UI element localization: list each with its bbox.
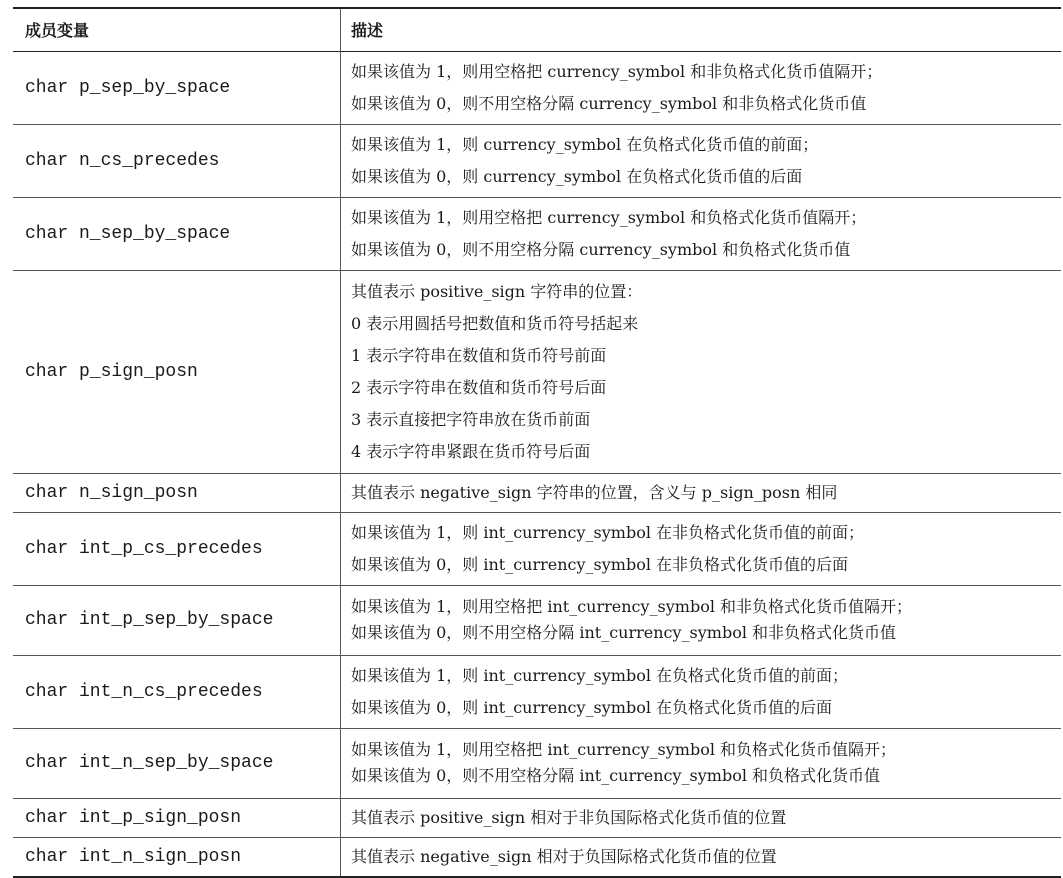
table-row (13, 837, 1061, 877)
member-table (13, 7, 1061, 878)
member-description (341, 270, 1062, 473)
header-member-variable: 成员变量 (13, 8, 341, 51)
member-name: char p_sep_by_space (13, 51, 341, 124)
member-table-container (13, 7, 1061, 878)
member-name: char n_sep_by_space (13, 197, 341, 270)
member-description (341, 728, 1062, 798)
member-name: char int_n_sep_by_space (13, 728, 341, 798)
description-line: 3 表示直接把字符串放在货币前面 (351, 409, 591, 429)
member-name: char int_n_sign_posn (13, 837, 341, 877)
member-description (341, 655, 1062, 728)
table-row (13, 51, 1061, 124)
member-description (341, 197, 1062, 270)
description-line: 如果该值为 0，则不用空格分隔 currency_symbol 和非负格式化货币值 (351, 93, 867, 113)
table-row (13, 124, 1061, 197)
member-name: char n_sign_posn (13, 473, 341, 512)
table-row (13, 473, 1061, 512)
member-description (341, 473, 1062, 512)
description-line: 1 表示字符串在数值和货币符号前面 (351, 345, 607, 365)
description-line: 4 表示字符串紧跟在货币符号后面 (351, 441, 591, 461)
table-row (13, 798, 1061, 837)
description-line: 其值表示 negative_sign 字符串的位置，含义与 p_sign_posn 相同 (351, 482, 838, 502)
member-name: char int_p_sep_by_space (13, 585, 341, 655)
description-line: 如果该值为 0，则不用空格分隔 currency_symbol 和负格式化货币值 (351, 239, 851, 259)
table-row (13, 728, 1061, 798)
description-line: 如果该值为 1，则用空格把 int_currency_symbol 和非负格式化货币值隔开； (351, 597, 913, 616)
description-line: 如果该值为 0，则 currency_symbol 在负格式化货币值的后面 (351, 166, 803, 186)
table-row (13, 512, 1061, 585)
description-line: 其值表示 positive_sign 字符串的位置： (351, 281, 643, 301)
table-row (13, 585, 1061, 655)
description-line: 其值表示 negative_sign 相对于负国际格式化货币值的位置 (351, 846, 777, 866)
table-header-row (13, 8, 1061, 51)
member-description (341, 798, 1062, 837)
description-line: 如果该值为 0，则 int_currency_symbol 在非负格式化货币值的后面 (351, 554, 849, 574)
description-line: 如果该值为 1，则用空格把 int_currency_symbol 和负格式化货币值隔开； (351, 740, 897, 759)
description-line: 0 表示用圆括号把数值和货币符号括起来 (351, 313, 639, 333)
member-name: char int_n_cs_precedes (13, 655, 341, 728)
member-description (341, 124, 1062, 197)
table-row (13, 197, 1061, 270)
member-name: char p_sign_posn (13, 270, 341, 473)
table-row (13, 655, 1061, 728)
description-line: 如果该值为 1，则用空格把 currency_symbol 和负格式化货币值隔开； (351, 207, 867, 227)
description-line: 如果该值为 1，则用空格把 currency_symbol 和非负格式化货币值隔开； (351, 61, 883, 81)
member-description (341, 585, 1062, 655)
description-line: 如果该值为 1，则 int_currency_symbol 在非负格式化货币值的前面； (351, 522, 865, 542)
member-name: char n_cs_precedes (13, 124, 341, 197)
description-line: 如果该值为 1，则 currency_symbol 在负格式化货币值的前面； (351, 134, 819, 154)
member-description (341, 512, 1062, 585)
table-row (13, 270, 1061, 473)
member-description (341, 837, 1062, 877)
description-line: 其值表示 positive_sign 相对于非负国际格式化货币值的位置 (351, 807, 787, 827)
description-line: 如果该值为 1，则 int_currency_symbol 在负格式化货币值的前面； (351, 665, 849, 685)
member-name: char int_p_cs_precedes (13, 512, 341, 585)
description-line: 如果该值为 0，则不用空格分隔 int_currency_symbol 和负格式化货币值 (351, 766, 881, 785)
description-line: 2 表示字符串在数值和货币符号后面 (351, 377, 607, 397)
header-description: 描述 (351, 21, 384, 41)
member-name: char int_p_sign_posn (13, 798, 341, 837)
description-line: 如果该值为 0，则 int_currency_symbol 在负格式化货币值的后面 (351, 697, 833, 717)
description-line: 如果该值为 0，则不用空格分隔 int_currency_symbol 和非负格式化货币值 (351, 623, 897, 642)
member-description (341, 51, 1062, 124)
